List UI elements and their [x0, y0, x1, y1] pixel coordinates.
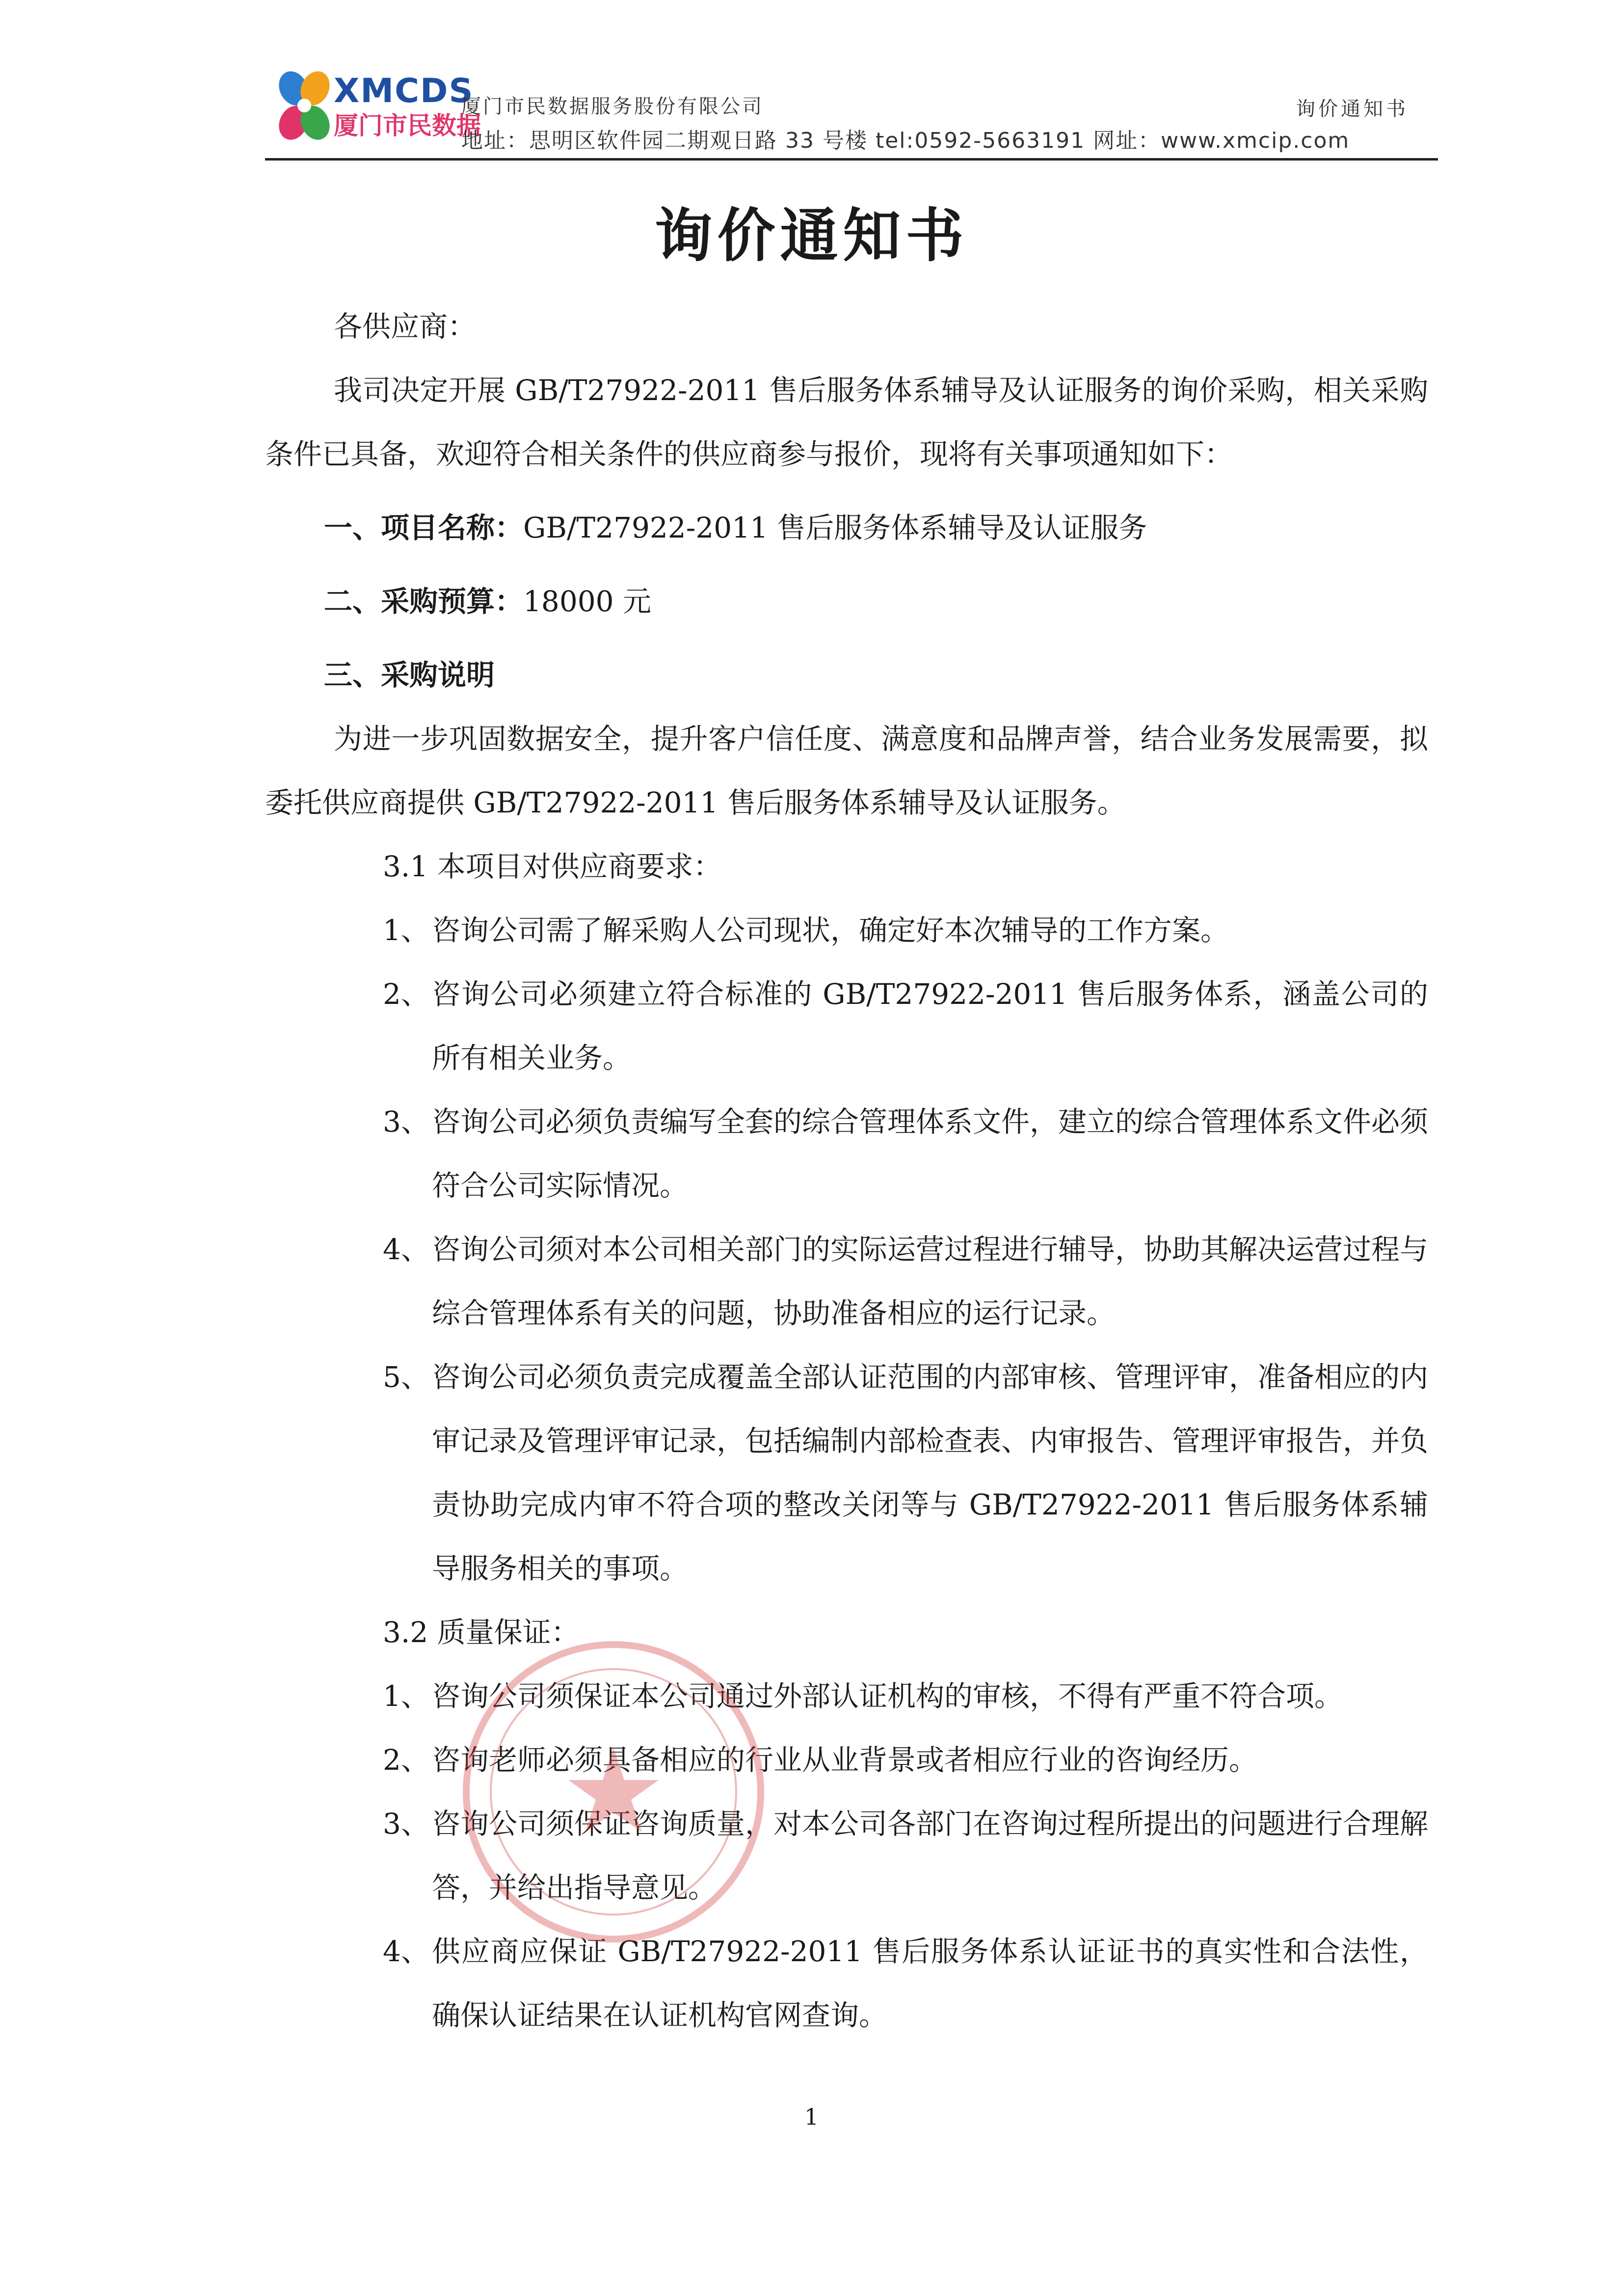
item-text: 咨询公司须保证咨询质量，对本公司各部门在咨询过程所提出的问题进行合理解答，并给出指导意见。 [432, 1807, 1429, 1904]
sub-heading-3-1: 3.1 本项目对供应商要求： [383, 850, 722, 883]
list-item [265, 1664, 1428, 1728]
section-label: 二、采购预算： [324, 585, 524, 618]
logo-wordmark [334, 74, 481, 140]
company-seal-icon [456, 1635, 771, 1949]
section-label: 一、项目名称： [324, 511, 524, 544]
logo-cn: 厦门市民数据 [334, 111, 481, 140]
list-item [265, 962, 1428, 1090]
item-text: 咨询公司须对本公司相关部门的实际运营过程进行辅导，协助其解决运营过程与综合管理体系有关的问题，协助准备相应的运行记录。 [432, 1233, 1429, 1330]
page-number: 1 [804, 2104, 819, 2130]
section-description [265, 643, 1428, 707]
item-number: 1、 [383, 914, 429, 947]
item-text: 咨询公司必须负责完成覆盖全部认证范围的内部审核、管理评审，准备相应的内审记录及管理评审记录，包括编制内部检查表、内审报告、管理评审报告，并负责协助完成内审不符合项的整改关闭等与 GB/T27922-2011 售后服务体系辅导服务相关的事项。 [432, 1360, 1429, 1585]
list-item [265, 1217, 1428, 1345]
section3-intro: 为进一步巩固数据安全，提升客户信任度、满意度和品牌声誉，结合业务发展需要，拟委托供应商提供 GB/T27922-2011 售后服务体系辅导及认证服务。 [265, 722, 1428, 819]
section-project-name [265, 496, 1428, 560]
item-text: 咨询公司必须负责编写全套的综合管理体系文件，建立的综合管理体系文件必须符合公司实际情况。 [432, 1105, 1429, 1202]
document-body [265, 295, 1428, 2047]
sub-heading-3-2: 3.2 质量保证： [383, 1616, 580, 1649]
item-number: 5、 [383, 1360, 429, 1394]
list-item [265, 1792, 1428, 1919]
greeting: 各供应商： [334, 310, 477, 343]
logo-en: XMCDS [334, 72, 474, 110]
section-label: 三、采购说明 [324, 658, 495, 692]
header-doc-type: 询价通知书 [1296, 98, 1409, 120]
list-item [265, 1090, 1428, 1217]
list-item [265, 1919, 1428, 2047]
item-text: 咨询老师必须具备相应的行业从业背景或者相应行业的咨询经历。 [432, 1743, 1258, 1777]
item-number: 4、 [383, 1935, 429, 1968]
list-item [265, 1728, 1428, 1792]
page-title: 询价通知书 [654, 202, 969, 270]
item-text: 咨询公司必须建立符合标准的 GB/T27922-2011 售后服务体系，涵盖公司的所有相关业务。 [432, 977, 1428, 1075]
list-item [265, 898, 1428, 962]
intro-paragraph: 我司决定开展 GB/T27922-2011 售后服务体系辅导及认证服务的询价采购，相关采购条件已具备，欢迎符合相关条件的供应商参与报价，现将有关事项通知如下： [265, 374, 1428, 471]
letterhead [265, 64, 1438, 157]
item-number: 2、 [383, 1743, 429, 1777]
company-logo-icon [275, 69, 334, 147]
item-number: 3、 [383, 1807, 429, 1840]
item-text: 咨询公司须保证本公司通过外部认证机构的审核，不得有严重不符合项。 [432, 1679, 1343, 1713]
item-number: 1、 [383, 1679, 429, 1713]
item-number: 4、 [383, 1233, 429, 1266]
item-text: 供应商应保证 GB/T27922-2011 售后服务体系认证证书的真实性和合法性，确保认证结果在认证机构官网查询。 [432, 1935, 1428, 2032]
section-budget [265, 569, 1428, 633]
section-value: 18000 元 [523, 585, 651, 618]
item-number: 3、 [383, 1105, 429, 1138]
section-value: GB/T27922-2011 售后服务体系辅导及认证服务 [523, 511, 1147, 544]
item-number: 2、 [383, 977, 429, 1011]
list-item [265, 1345, 1428, 1600]
company-address: 地址：思明区软件园二期观日路 33 号楼 tel:0592-5663191 网址：www.xmcip.com [461, 128, 1350, 153]
item-text: 咨询公司需了解采购人公司现状，确定好本次辅导的工作方案。 [432, 914, 1229, 947]
company-name: 厦门市民数据服务股份有限公司 [461, 95, 764, 118]
header-divider [265, 158, 1438, 161]
